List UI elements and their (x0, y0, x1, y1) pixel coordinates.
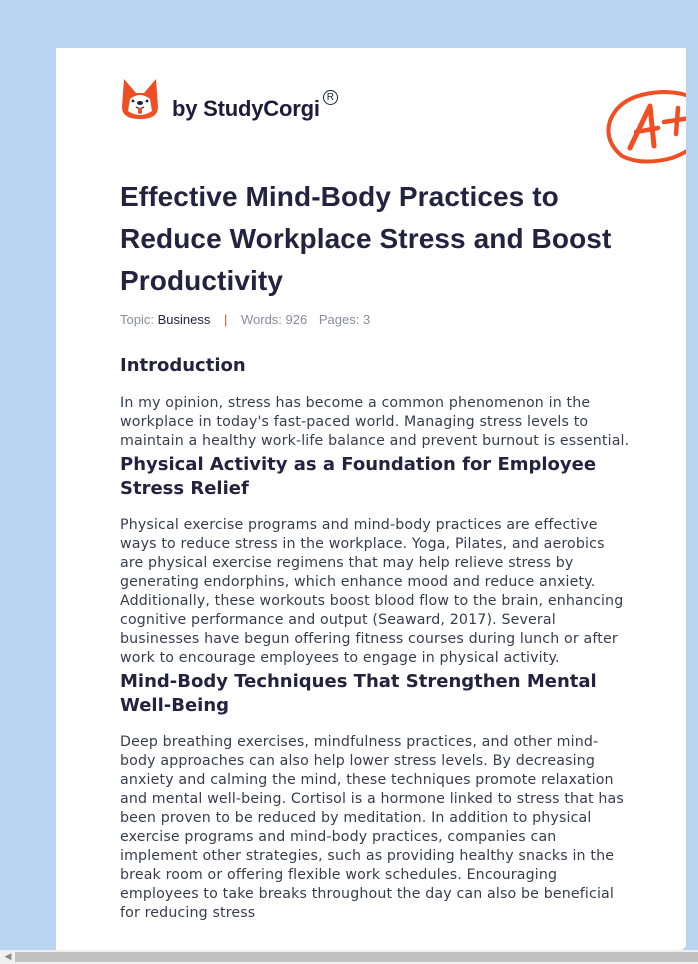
scrollbar-thumb[interactable] (15, 952, 698, 962)
studycorgi-logo[interactable] (120, 76, 338, 122)
page-header (120, 76, 650, 146)
section-paragraph: Physical exercise programs and mind-body practices are effective ways to reduce stress in the workplace. Yoga, Pilates, and aerobics are physical exercise regimens that may help relieve stress by generating endorphins, which enhance mood and reduce anxiety. Additionally, these workouts boost blood flow to the brain, enhancing cognitive performance and output (Seaward, 2017). Several businesses have begun offering fitness courses during lunch or after work to encourage employees to engage in physical activity. (120, 517, 624, 666)
section-paragraph: Deep breathing exercises, mindfulness practices, and other mind-body approaches can also help lower stress levels. By decreasing anxiety and calming the mind, these techniques promote relaxation and mental well-being. Cortisol is a hormone linked to stress that has been proven to be reduced by meditation. In addition to physical exercise programs and mind-body practices, companies can implement other strategies, such as providing healthy snacks in the break room or offering flexible work schedules. Encouraging employees to take breaks throughout the day can also be beneficial for reducing stress (120, 734, 624, 921)
essay-meta (120, 312, 370, 327)
topic-label: Topic: (120, 312, 154, 327)
scroll-left-arrow-icon[interactable]: ◀ (4, 952, 12, 962)
corgi-logo-icon (120, 77, 160, 121)
registered-mark: R (323, 90, 338, 105)
meta-separator: | (223, 312, 228, 327)
a-plus-grade-icon (602, 86, 686, 172)
section-paragraph: In my opinion, stress has become a common phenomenon in the workplace in today's fast-paced world. Managing stress levels to maintain a healthy work-life balance and prevent burnout is essential. (120, 395, 630, 449)
essay-title: Effective Mind-Body Practices to Reduce Workplace Stress and Boost Productivity (120, 181, 612, 296)
section-heading-physical-activity: Physical Activity as a Foundation for Employee Stress Relief (120, 454, 597, 499)
horizontal-scrollbar[interactable] (0, 950, 698, 964)
essay-body (120, 354, 632, 923)
section-heading-introduction: Introduction (120, 355, 246, 376)
page-count: Pages: 3 (318, 312, 371, 327)
section-heading-mind-body-techniques: Mind-Body Techniques That Strengthen Mental Well-Being (120, 671, 597, 716)
word-count: Words: 926 (240, 312, 308, 327)
essay-page (56, 48, 686, 950)
topic-link[interactable]: Business (157, 312, 211, 327)
brand-name: by StudyCorgi R (172, 96, 338, 122)
